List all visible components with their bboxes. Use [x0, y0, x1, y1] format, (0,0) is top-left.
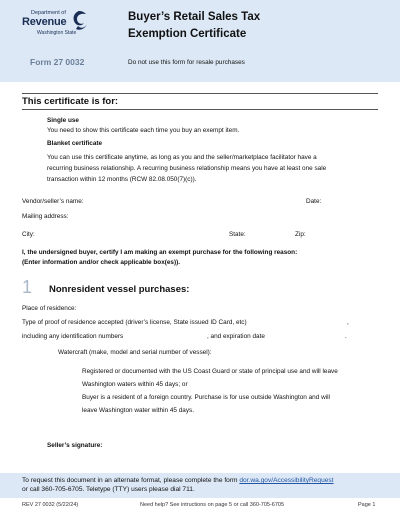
alternate-format-text-1: To request this document in an alternate format, please complete the form	[22, 477, 238, 484]
option-coast-guard-line-2: Washington waters within 45 days; or	[82, 381, 188, 388]
vendor-name-label: Vendor/seller’s name:	[22, 198, 84, 205]
option-coast-guard-line-1[interactable]: Registered or documented with the US Coast Guard or state of principal use and will leave	[82, 368, 338, 375]
alternate-format-text	[22, 476, 334, 485]
blanket-text-3: transaction within 12 months (RCW 82.08.050(7)(c)).	[47, 176, 197, 183]
option-foreign-resident-line-1[interactable]: Buyer is a resident of a foreign country. Purchase is for use outside Washington and will	[82, 394, 330, 401]
seller-signature-label: Seller’s signature:	[47, 442, 103, 449]
dor-logo	[20, 10, 95, 50]
certify-statement: I, the undersigned buyer, certify I am making an exempt purchase for the following reason:	[22, 249, 298, 256]
form-header	[0, 0, 400, 82]
place-of-residence-label: Place of residence:	[22, 305, 77, 312]
state-label: State:	[229, 231, 246, 238]
alternate-format-note	[0, 473, 400, 498]
expiration-period: .	[345, 333, 347, 340]
zip-label: Zip:	[295, 231, 306, 238]
mailing-address-label: Mailing address:	[22, 213, 69, 220]
certificate-for-heading: This certificate is for:	[22, 96, 119, 107]
expiration-date-label: , and expiration date	[207, 333, 265, 340]
blanket-text-1: You can use this certificate anytime, as long as you and the seller/marketplace facilitator have a	[47, 154, 317, 161]
logo-name-text: Revenue	[22, 16, 67, 28]
blanket-label: Blanket certificate	[47, 140, 103, 147]
proof-of-residence-label: Type of proof of residence accepted (driver’s license, State issued ID Card, etc)	[22, 319, 247, 326]
help-text: Need help? See intructions on page 5 or call 360-705-6705	[140, 502, 285, 508]
section-divider	[22, 109, 378, 110]
section-number: 1	[22, 277, 33, 297]
logo-state-text: Washington State	[37, 30, 77, 36]
revision-code: REV 27 0032 (5/22/24)	[22, 502, 79, 508]
identification-numbers-label: including any identification numbers	[22, 333, 124, 340]
proof-comma: ,	[347, 319, 349, 326]
page-number: Page 1	[358, 502, 376, 508]
city-label: City:	[22, 231, 35, 238]
logo-dept-text: Department of	[31, 10, 66, 16]
page-title	[128, 9, 260, 43]
title-line-1: Buyer’s Retail Sales Tax	[128, 11, 261, 23]
nonresident-vessel-heading: Nonresident vessel purchases:	[49, 284, 190, 295]
form-number: Form 27 0032	[30, 57, 85, 67]
logo-swoosh-icon	[70, 10, 88, 32]
alternate-format-phone: or call 360-705-6705. Teletype (TTY) users please dial 711.	[22, 486, 195, 493]
watercraft-label: Watercraft (make, model and serial number of vessel):	[58, 349, 212, 356]
single-use-label: Single use	[47, 117, 79, 124]
title-note: Do not use this form for resale purchases	[128, 59, 245, 66]
accessibility-request-link[interactable]: dor.wa.gov/AccessibilityRequest	[239, 477, 334, 484]
blanket-text-2: recurring business relationship. A recurring business relationship means you have at least one sale	[47, 165, 327, 172]
date-label: Date:	[306, 198, 322, 205]
option-foreign-resident-line-2: leave Washington water within 45 days.	[82, 407, 195, 414]
single-use-text: You need to show this certificate each time you buy an exempt item.	[47, 127, 240, 134]
certify-instruction: (Enter information and/or check applicable box(es)).	[22, 259, 181, 266]
section-divider-top	[22, 93, 378, 94]
title-line-2: Exemption Certificate	[128, 28, 247, 40]
